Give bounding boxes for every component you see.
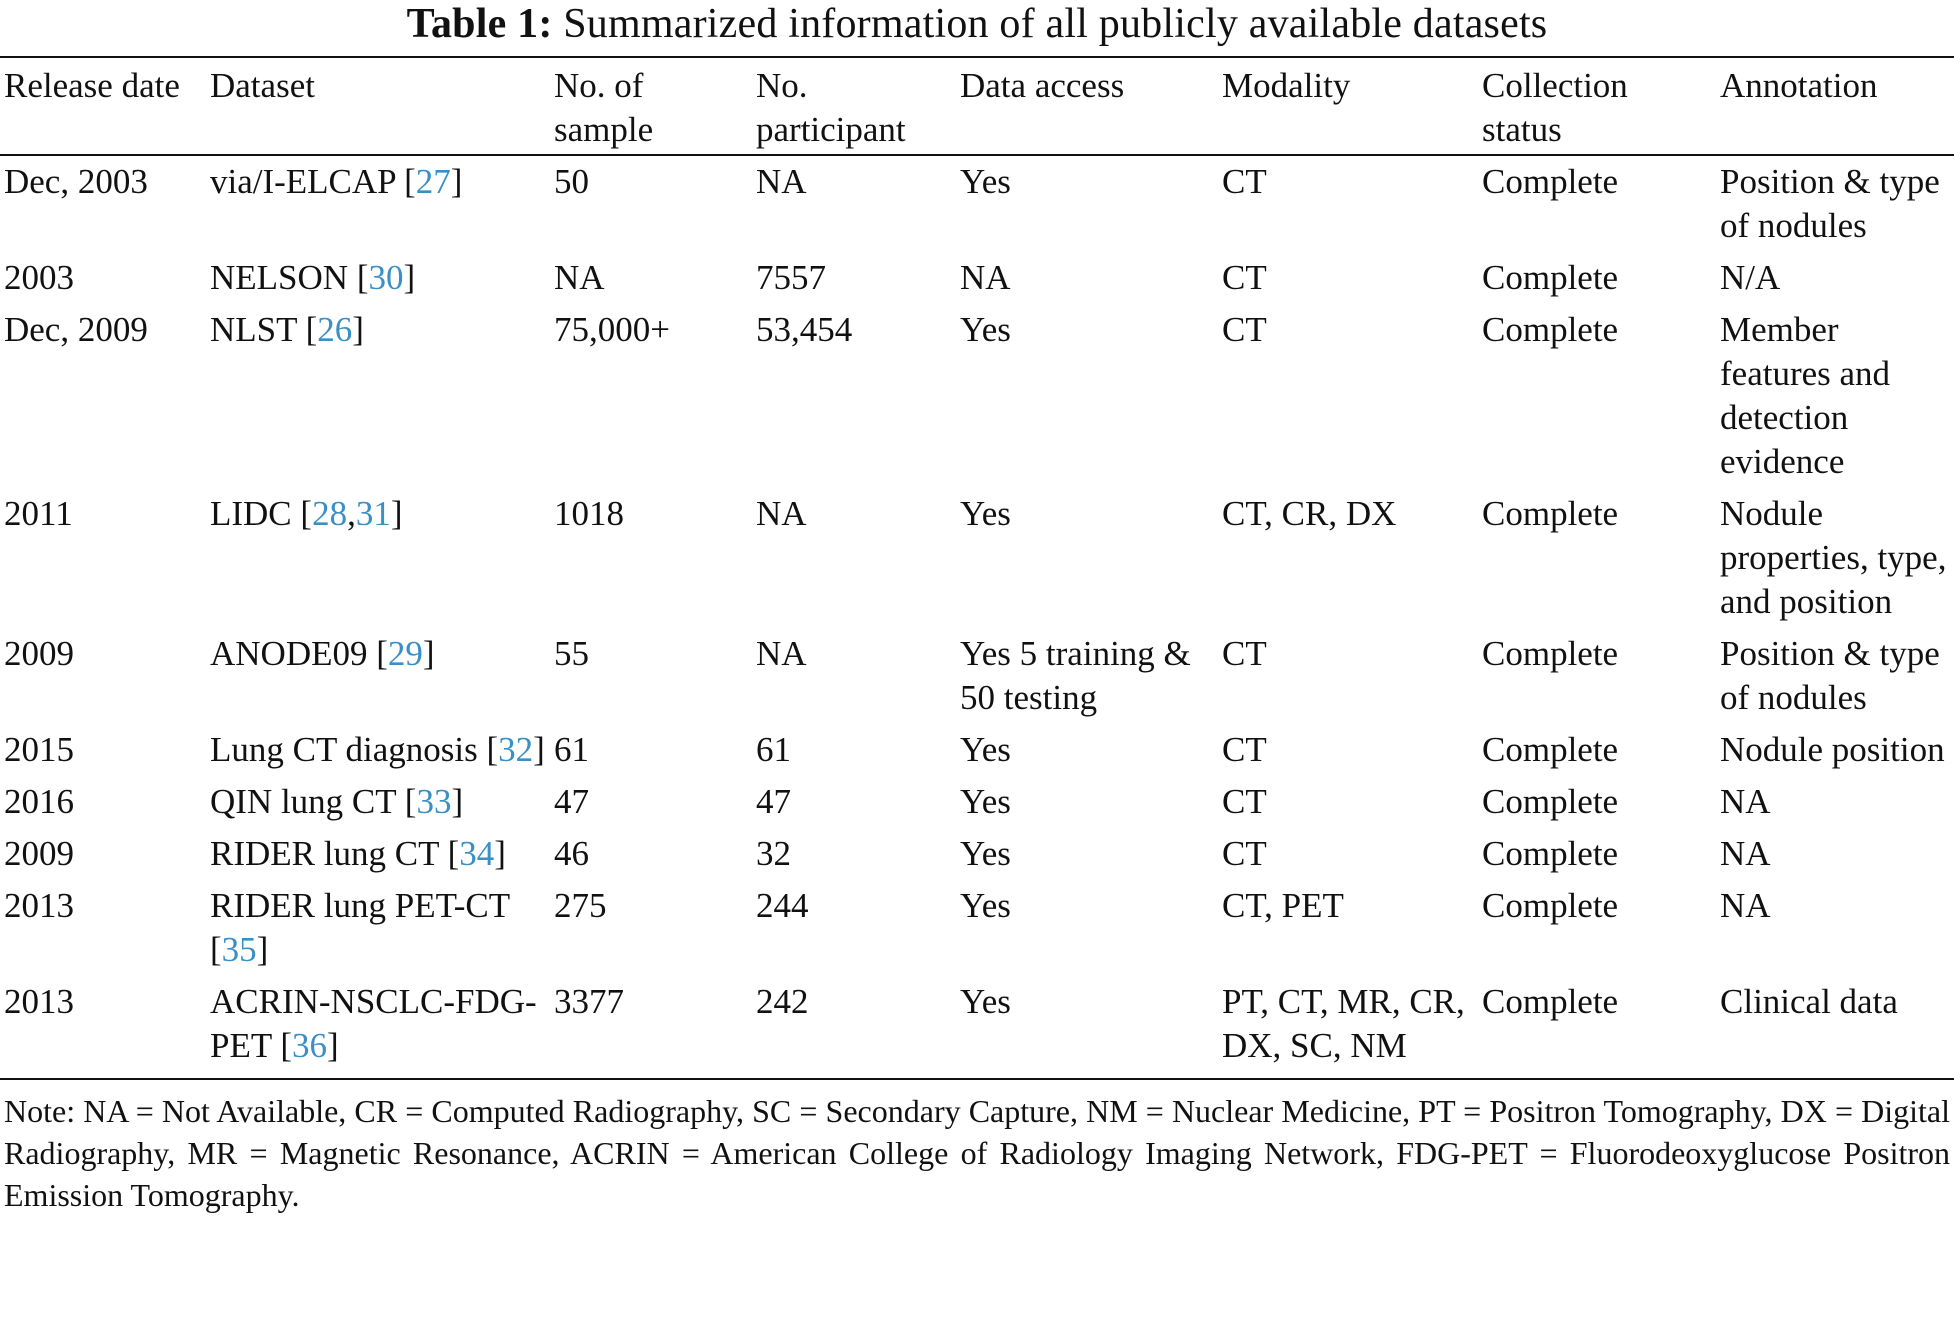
- cell-data-access: Yes: [960, 886, 1011, 925]
- cell-annotation: N/A: [1720, 258, 1781, 297]
- table-caption: [0, 0, 1954, 56]
- cell-no-of-sample: 75,000+: [554, 310, 670, 349]
- header-no-participant: No. participant: [756, 66, 906, 149]
- cell-release-date: 2009: [4, 634, 74, 673]
- cell-no-of-sample: 55: [554, 634, 589, 673]
- cell-dataset: ANODE09 [29]: [210, 634, 435, 673]
- citation-link[interactable]: 31: [355, 494, 391, 533]
- cell-data-access: Yes: [960, 782, 1011, 821]
- cell-no-of-sample: 1018: [554, 494, 624, 533]
- cell-data-access: Yes: [960, 494, 1011, 533]
- cell-no-of-sample: NA: [554, 258, 605, 297]
- cell-data-access: Yes: [960, 834, 1011, 873]
- cell-modality: CT: [1222, 310, 1267, 349]
- cell-data-access: Yes: [960, 982, 1011, 1021]
- cell-dataset: ACRIN-NSCLC-FDG-PET [36]: [210, 982, 537, 1065]
- dataset-name: Lung CT diagnosis: [210, 730, 478, 769]
- cell-release-date: Dec, 2009: [4, 310, 148, 349]
- citation-link[interactable]: 33: [416, 782, 452, 821]
- cell-annotation: Nodule position: [1720, 730, 1945, 769]
- cell-dataset: RIDER lung PET-CT [35]: [210, 886, 510, 969]
- cell-collection-status: Complete: [1482, 834, 1619, 873]
- table-row: [0, 488, 1954, 628]
- header-no-of-sample: No. of sample: [554, 66, 654, 149]
- cell-no-participant: 244: [756, 886, 809, 925]
- cell-data-access: Yes: [960, 310, 1011, 349]
- cell-no-participant: 53,454: [756, 310, 853, 349]
- cell-no-of-sample: 50: [554, 162, 589, 201]
- table-row: [0, 828, 1954, 880]
- citation-link[interactable]: 28: [312, 494, 348, 533]
- cell-collection-status: Complete: [1482, 782, 1619, 821]
- table-row: [0, 724, 1954, 776]
- cell-modality: CT: [1222, 258, 1267, 297]
- cell-annotation: NA: [1720, 834, 1771, 873]
- cell-collection-status: Complete: [1482, 258, 1619, 297]
- dataset-name: ANODE09: [210, 634, 368, 673]
- dataset-name: ACRIN-NSCLC-FDG-PET: [210, 982, 537, 1065]
- header-row: [0, 57, 1954, 155]
- cell-release-date: 2013: [4, 886, 74, 925]
- caption-text: Summarized information of all publicly available datasets: [563, 1, 1548, 47]
- cell-release-date: 2009: [4, 834, 74, 873]
- cell-no-participant: 242: [756, 982, 809, 1021]
- cell-data-access: Yes 5 training & 50 testing: [960, 634, 1191, 717]
- table-row: [0, 155, 1954, 252]
- citation-link[interactable]: 32: [498, 730, 534, 769]
- cell-collection-status: Complete: [1482, 162, 1619, 201]
- header-collection-status: Collection status: [1482, 66, 1628, 149]
- cell-no-of-sample: 275: [554, 886, 607, 925]
- cell-release-date: 2016: [4, 782, 74, 821]
- cell-dataset: RIDER lung CT [34]: [210, 834, 506, 873]
- table-row: [0, 252, 1954, 304]
- cell-annotation: NA: [1720, 886, 1771, 925]
- citation-link[interactable]: 29: [387, 634, 423, 673]
- table-header: [0, 57, 1954, 155]
- cell-dataset: NLST [26]: [210, 310, 364, 349]
- cell-modality: CT: [1222, 162, 1267, 201]
- dataset-name: via/I-ELCAP: [210, 162, 396, 201]
- dataset-name: NELSON: [210, 258, 349, 297]
- cell-no-participant: 47: [756, 782, 791, 821]
- cell-release-date: 2003: [4, 258, 74, 297]
- dataset-name: NLST: [210, 310, 297, 349]
- cell-collection-status: Complete: [1482, 730, 1619, 769]
- cell-dataset: QIN lung CT [33]: [210, 782, 464, 821]
- header-dataset: Dataset: [210, 66, 315, 105]
- cell-no-participant: NA: [756, 634, 807, 673]
- header-modality: Modality: [1222, 66, 1351, 105]
- cell-no-participant: NA: [756, 162, 807, 201]
- cell-no-participant: 61: [756, 730, 791, 769]
- citation-link[interactable]: 36: [292, 1026, 327, 1065]
- table-row: [0, 880, 1954, 976]
- table-note: Note: NA = Not Available, CR = Computed Radiography, SC = Secondary Capture, NM = Nuclear Medicine, PT = Positron Tomography, DX = Digital Radiography, MR = Magnetic Resonance, ACRIN = American College of Radiology Imaging Network, FDG-PET = Fluorodeoxyglucose Positron Emission Tomography.: [4, 1093, 1950, 1213]
- cell-annotation: Position & type of nodules: [1720, 634, 1940, 717]
- cell-annotation: Position & type of nodules: [1720, 162, 1940, 245]
- dataset-name: LIDC: [210, 494, 292, 533]
- citation-link[interactable]: 34: [459, 834, 495, 873]
- cell-no-of-sample: 61: [554, 730, 589, 769]
- citation-link[interactable]: 30: [368, 258, 404, 297]
- caption-label: Table 1:: [406, 1, 553, 47]
- cell-no-of-sample: 47: [554, 782, 589, 821]
- table-row: [0, 976, 1954, 1079]
- table-body: [0, 155, 1954, 1079]
- cell-data-access: Yes: [960, 730, 1011, 769]
- cell-no-participant: 7557: [756, 258, 826, 297]
- header-data-access: Data access: [960, 66, 1125, 105]
- datasets-table: [0, 56, 1954, 1080]
- cell-modality: CT: [1222, 834, 1267, 873]
- cell-collection-status: Complete: [1482, 982, 1619, 1021]
- cell-release-date: 2011: [4, 494, 73, 533]
- cell-annotation: Member features and detection evidence: [1720, 310, 1891, 481]
- cell-dataset: via/I-ELCAP [27]: [210, 162, 463, 201]
- header-annotation: Annotation: [1720, 66, 1878, 105]
- cell-dataset: Lung CT diagnosis [32]: [210, 730, 545, 769]
- cell-release-date: Dec, 2003: [4, 162, 148, 201]
- cell-modality: CT: [1222, 730, 1267, 769]
- cell-modality: PT, CT, MR, CR, DX, SC, NM: [1222, 982, 1465, 1065]
- citation-link[interactable]: 27: [415, 162, 451, 201]
- citation-link[interactable]: 35: [221, 930, 257, 969]
- cell-collection-status: Complete: [1482, 634, 1619, 673]
- table-row: [0, 304, 1954, 488]
- cell-data-access: Yes: [960, 162, 1011, 201]
- cell-release-date: 2013: [4, 982, 74, 1021]
- table-row: [0, 776, 1954, 828]
- cell-modality: CT, CR, DX: [1222, 494, 1397, 533]
- citation-link[interactable]: 26: [317, 310, 353, 349]
- table-row: [0, 628, 1954, 724]
- cell-collection-status: Complete: [1482, 310, 1619, 349]
- cell-collection-status: Complete: [1482, 494, 1619, 533]
- cell-modality: CT: [1222, 782, 1267, 821]
- dataset-name: RIDER lung CT: [210, 834, 439, 873]
- cell-annotation: NA: [1720, 782, 1771, 821]
- cell-collection-status: Complete: [1482, 886, 1619, 925]
- cell-annotation: Nodule properties, type, and position: [1720, 494, 1947, 621]
- cell-data-access: NA: [960, 258, 1011, 297]
- cell-modality: CT: [1222, 634, 1267, 673]
- header-release-date: Release date: [4, 66, 180, 105]
- cell-dataset: LIDC [28,31]: [210, 494, 403, 533]
- cell-no-participant: NA: [756, 494, 807, 533]
- cell-no-of-sample: 46: [554, 834, 589, 873]
- cell-no-of-sample: 3377: [554, 982, 624, 1021]
- cell-annotation: Clinical data: [1720, 982, 1898, 1021]
- dataset-name: QIN lung CT: [210, 782, 397, 821]
- dataset-name: RIDER lung PET-CT: [210, 886, 510, 925]
- cell-dataset: NELSON [30]: [210, 258, 416, 297]
- cell-no-participant: 32: [756, 834, 791, 873]
- cell-modality: CT, PET: [1222, 886, 1344, 925]
- cell-release-date: 2015: [4, 730, 74, 769]
